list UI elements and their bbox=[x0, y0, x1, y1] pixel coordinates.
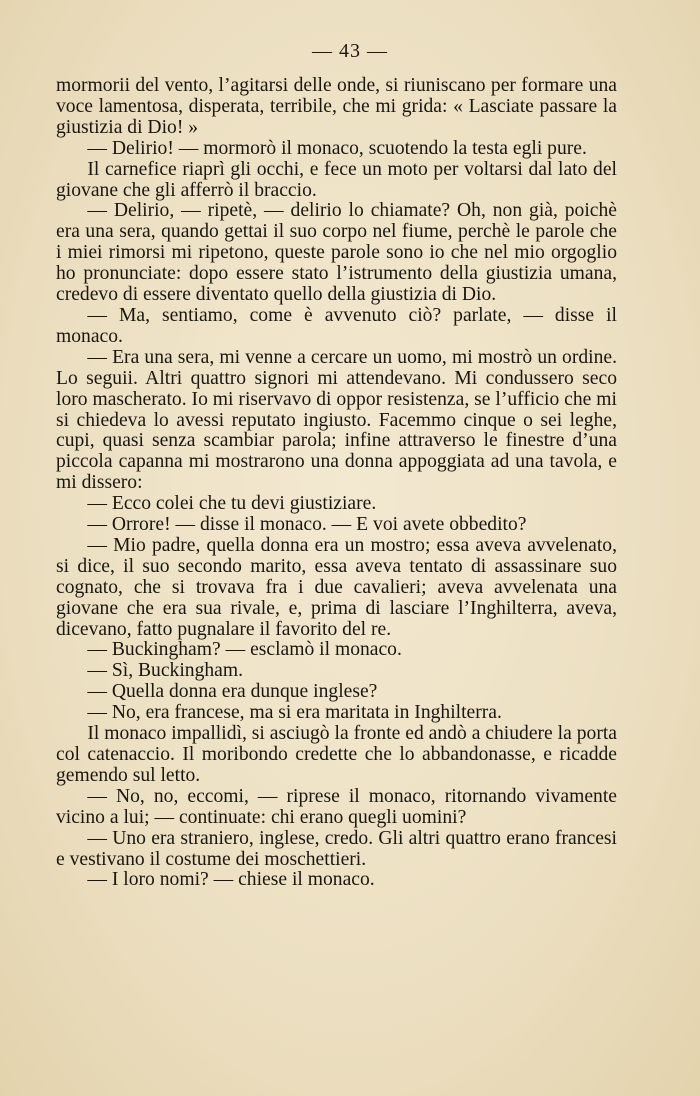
paragraph: Il monaco impallidì, si asciugò la fronte ed andò a chiudere la porta col catenaccio. Il moribondo credette che lo abbandonasse, e ricadde gemendo sul letto. bbox=[56, 723, 617, 786]
paragraph: — Era una sera, mi venne a cercare un uomo, mi mostrò un ordine. Lo seguii. Altri quattro signori mi attendevano. Mi condussero seco loro mascherato. Io mi riservavo di oppor resistenza, se l’ufficio che mi si chiedeva lo avessi reputato ingiusto. Facemmo cinque o sei leghe, cupi, quasi senza scambiar parola; infine attraverso le finestre d’una piccola capanna mi mostrarono una donna appoggiata ad una tavola, e mi dissero: bbox=[56, 346, 617, 494]
paragraph: — Orrore! — disse il monaco. — E voi avete obbedito? bbox=[87, 514, 527, 536]
paragraph: — No, no, eccomi, — riprese il monaco, ritornando vivamente vicino a lui; — continuate: chi erano quegli uomini? bbox=[56, 785, 617, 828]
paragraph: mormorii del vento, l’agitarsi delle onde, si riuniscano per formare una voce lamentosa, disperata, terribile, che mi grida: « Lasciate passare la giustizia di Dio! » bbox=[56, 75, 617, 138]
paragraph: — Delirio, — ripetè, — delirio lo chiamate? Oh, non già, poichè era una sera, quando gettai il suo corpo nel fiume, perchè le parole che i miei rimorsi mi ripetono, queste parole sono io che nel mio orgoglio ho pronunciate: dopo essere stato l’istrumento della giustizia umana, credevo di essere diventato quello della giustizia di Dio. bbox=[56, 200, 617, 306]
paragraph: — Quella donna era dunque inglese? bbox=[87, 681, 378, 703]
paragraph: — Ma, sentiamo, come è avvenuto ciò? parlate, — disse il monaco. bbox=[56, 304, 617, 347]
paragraph: — No, era francese, ma si era maritata in Inghilterra. bbox=[87, 702, 502, 724]
paragraph: — Delirio! — mormorò il monaco, scuotendo la testa egli pure. bbox=[87, 137, 587, 159]
paragraph: — Buckingham? — esclamò il monaco. bbox=[87, 639, 402, 661]
paragraph: — I loro nomi? — chiese il monaco. bbox=[87, 869, 375, 891]
page-number: — 43 — bbox=[312, 40, 388, 62]
paragraph: — Uno era straniero, inglese, credo. Gli altri quattro erano francesi e vestivano il costume dei moschettieri. bbox=[56, 827, 617, 870]
paragraph: Il carnefice riaprì gli occhi, e fece un moto per voltarsi dal lato del giovane che gli afferrò il braccio. bbox=[56, 158, 617, 201]
paragraph: — Ecco colei che tu devi giustiziare. bbox=[87, 493, 377, 515]
body-text bbox=[56, 76, 617, 891]
paragraph: — Sì, Buckingham. bbox=[87, 660, 244, 682]
paragraph: — Mio padre, quella donna era un mostro; essa aveva avvelenato, si dice, il suo secondo marito, essa aveva tentato di assassinare suo cognato, che si trovava fra i due cavalieri; aveva avvelenata una giovane che era sua rivale, e, prima di lasciare l’Inghilterra, aveva, dicevano, fatto pugnalare il favorito del re. bbox=[56, 534, 617, 640]
